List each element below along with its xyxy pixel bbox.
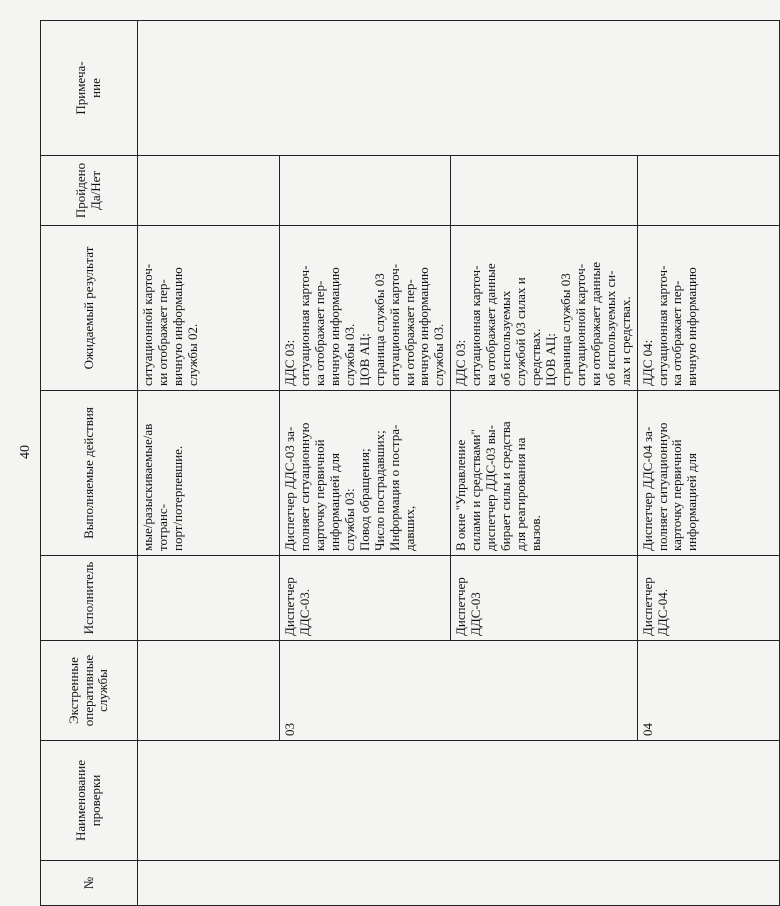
cell-notes xyxy=(138,21,780,156)
header-expected-result: Ожидаемый результат xyxy=(41,226,138,391)
cell-result: ДДС 03: ситуационная карточ- ка отображает данные об используемых службой 03 силах и средствах. ЦОВ АЦ: страница службы 03 ситуационной карточ- ки отображает данные об используемых си- лах и средствах. xyxy=(451,226,637,391)
cell-result: ситуационной карточ- ки отображает пер- вичную информацию службы 02. xyxy=(138,226,280,391)
cell-check-name xyxy=(138,741,780,861)
cell-actions: Диспетчер ДДС-04 за- полняет ситуационную карточку первичной информацией для xyxy=(637,391,779,556)
cell-result: ДДС 03: ситуационная карточ- ка отображает пер- вичную информацию службы 03. ЦОВ АЦ: страница службы 03 ситуационной карточ- ки отображает пер- вичную информацию службы 03. xyxy=(280,226,451,391)
header-number: № xyxy=(41,861,138,906)
cell-passed xyxy=(637,156,779,226)
cell-service: 03 xyxy=(280,641,638,741)
cell-executor: Диспетчер ДДС-04. xyxy=(637,556,779,641)
page-number: 40 xyxy=(18,445,33,459)
cell-passed xyxy=(280,156,451,226)
header-check-name: Наименование проверки xyxy=(41,741,138,861)
cell-actions: мые/разыскиваемые/ав тотранс- порт/потерпевшие. xyxy=(138,391,280,556)
cell-service xyxy=(138,641,280,741)
table-row xyxy=(138,21,280,906)
header-executor: Исполнитель xyxy=(41,556,138,641)
header-notes: Примеча- ние xyxy=(41,21,138,156)
cell-executor xyxy=(138,556,280,641)
cell-service: 04 xyxy=(637,641,779,741)
header-row xyxy=(41,21,138,906)
rotated-table-sheet xyxy=(40,21,700,906)
cell-actions: В окне "Управление силами и средствами" диспетчер ДДС-03 вы- бирает силы и средства для реагирования на вызов. xyxy=(451,391,637,556)
cell-executor: Диспетчер ДДС-03. xyxy=(280,556,451,641)
header-actions: Выполняемые действия xyxy=(41,391,138,556)
cell-number xyxy=(138,861,780,906)
header-emergency-services: Экстренные оперативные службы xyxy=(41,641,138,741)
cell-executor: Диспетчер ДДС-03 xyxy=(451,556,637,641)
cell-actions: Диспетчер ДДС-03 за- полняет ситуационную карточку первичной информацией для службы 03: Повод обращения; Число пострадавших; Информация о постра- давших, xyxy=(280,391,451,556)
cell-result: ДДС 04: ситуационная карточ- ка отображает пер- вичную информацию xyxy=(637,226,779,391)
test-table xyxy=(40,20,780,906)
cell-passed xyxy=(138,156,280,226)
header-passed: Пройдено Да/Нет xyxy=(41,156,138,226)
cell-passed xyxy=(451,156,637,226)
